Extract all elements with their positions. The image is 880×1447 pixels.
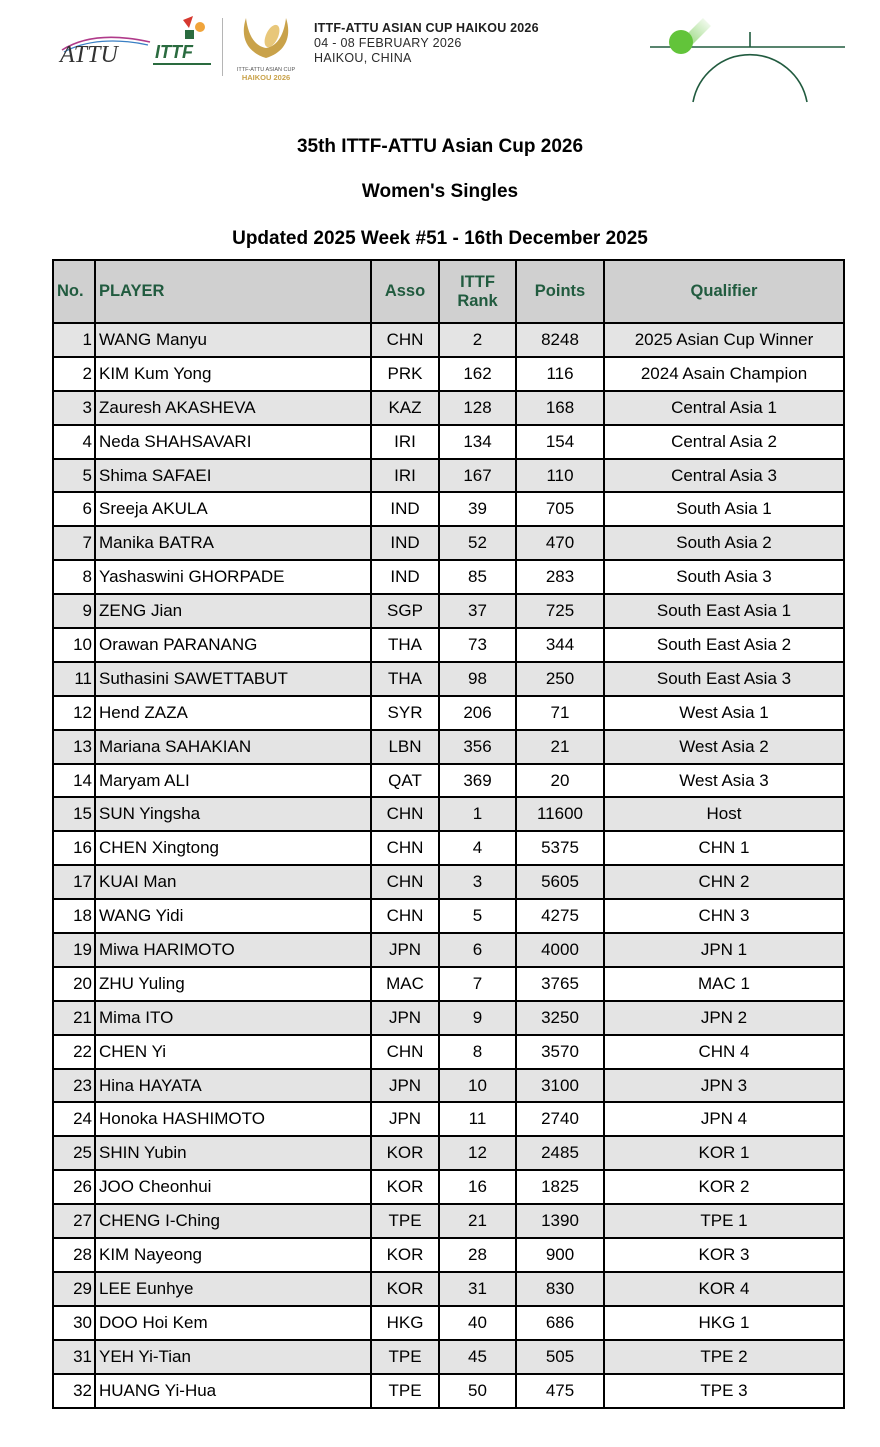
cell-points: 71: [516, 696, 604, 730]
cell-points: 110: [516, 459, 604, 493]
cell-player: Honoka HASHIMOTO: [95, 1102, 371, 1136]
cell-rank: 37: [439, 594, 516, 628]
updated-line: Updated 2025 Week #51 - 16th December 2025: [232, 228, 648, 249]
cell-qualifier: West Asia 2: [604, 730, 844, 764]
cell-no: 23: [53, 1069, 95, 1103]
cell-qualifier: CHN 2: [604, 865, 844, 899]
cell-qualifier: KOR 4: [604, 1272, 844, 1306]
cell-asso: CHN: [371, 865, 439, 899]
cell-points: 5605: [516, 865, 604, 899]
cell-player: ZHU Yuling: [95, 967, 371, 1001]
cell-rank: 6: [439, 933, 516, 967]
table-row: [53, 1204, 844, 1238]
players-table: [52, 259, 845, 1409]
cell-asso: SGP: [371, 594, 439, 628]
table-row: [53, 967, 844, 1001]
cell-asso: KOR: [371, 1170, 439, 1204]
cell-qualifier: Central Asia 2: [604, 425, 844, 459]
table-row: [53, 1035, 844, 1069]
logo-divider: [222, 18, 223, 76]
event-title: ITTF-ATTU ASIAN CUP HAIKOU 2026: [314, 21, 539, 35]
page-header: [0, 0, 880, 115]
table-tennis-decoration: [645, 12, 850, 104]
cell-rank: 7: [439, 967, 516, 1001]
cell-points: 1825: [516, 1170, 604, 1204]
cell-points: 344: [516, 628, 604, 662]
cell-asso: JPN: [371, 1102, 439, 1136]
cell-asso: JPN: [371, 933, 439, 967]
cell-no: 26: [53, 1170, 95, 1204]
column-header-rank: [439, 260, 516, 323]
cell-qualifier: KOR 1: [604, 1136, 844, 1170]
cell-no: 25: [53, 1136, 95, 1170]
cell-rank: 128: [439, 391, 516, 425]
column-header-points: Points: [516, 260, 604, 323]
cell-asso: LBN: [371, 730, 439, 764]
cell-player: Shima SAFAEI: [95, 459, 371, 493]
cell-player: HUANG Yi-Hua: [95, 1374, 371, 1408]
cell-no: 29: [53, 1272, 95, 1306]
cell-asso: TPE: [371, 1374, 439, 1408]
cell-asso: IRI: [371, 425, 439, 459]
attu-logo: [54, 28, 154, 68]
cell-qualifier: South Asia 3: [604, 560, 844, 594]
table-row: [53, 1170, 844, 1204]
cell-rank: 16: [439, 1170, 516, 1204]
cell-player: CHEN Yi: [95, 1035, 371, 1069]
cell-asso: CHN: [371, 323, 439, 357]
cell-rank: 10: [439, 1069, 516, 1103]
cell-player: LEE Eunhye: [95, 1272, 371, 1306]
cell-player: KUAI Man: [95, 865, 371, 899]
cell-player: CHENG I-Ching: [95, 1204, 371, 1238]
table-row: [53, 1340, 844, 1374]
cell-player: ZENG Jian: [95, 594, 371, 628]
cell-qualifier: JPN 1: [604, 933, 844, 967]
cell-player: Sreeja AKULA: [95, 492, 371, 526]
cell-qualifier: South East Asia 3: [604, 662, 844, 696]
cell-rank: 5: [439, 899, 516, 933]
cell-qualifier: KOR 2: [604, 1170, 844, 1204]
cell-player: SHIN Yubin: [95, 1136, 371, 1170]
cell-qualifier: TPE 3: [604, 1374, 844, 1408]
table-row: [53, 391, 844, 425]
attu-logo-text: ATTU: [60, 42, 118, 68]
table-row: [53, 526, 844, 560]
cell-rank: 3: [439, 865, 516, 899]
cell-rank: 2: [439, 323, 516, 357]
cell-no: 19: [53, 933, 95, 967]
cell-no: 16: [53, 831, 95, 865]
cell-rank: 45: [439, 1340, 516, 1374]
cell-points: 830: [516, 1272, 604, 1306]
cell-points: 3765: [516, 967, 604, 1001]
table-row: [53, 797, 844, 831]
cell-no: 8: [53, 560, 95, 594]
cell-player: JOO Cheonhui: [95, 1170, 371, 1204]
cell-qualifier: JPN 4: [604, 1102, 844, 1136]
cell-no: 5: [53, 459, 95, 493]
cell-asso: IND: [371, 560, 439, 594]
cell-points: 250: [516, 662, 604, 696]
cell-no: 18: [53, 899, 95, 933]
table-row: [53, 1374, 844, 1408]
cell-asso: JPN: [371, 1001, 439, 1035]
cell-asso: JPN: [371, 1069, 439, 1103]
cell-qualifier: TPE 1: [604, 1204, 844, 1238]
table-row: [53, 662, 844, 696]
ittf-logo-text: ITTF: [155, 42, 193, 62]
cell-points: 900: [516, 1238, 604, 1272]
rank-header-line2: Rank: [457, 291, 498, 310]
cell-no: 17: [53, 865, 95, 899]
cell-no: 9: [53, 594, 95, 628]
cell-qualifier: 2025 Asian Cup Winner: [604, 323, 844, 357]
cell-rank: 21: [439, 1204, 516, 1238]
cell-no: 7: [53, 526, 95, 560]
cell-qualifier: South East Asia 2: [604, 628, 844, 662]
cup-logo-city-text: HAIKOU 2026: [241, 73, 291, 82]
cell-qualifier: CHN 4: [604, 1035, 844, 1069]
event-subtitle: Women's Singles: [361, 181, 519, 202]
table-row: [53, 425, 844, 459]
cell-no: 6: [53, 492, 95, 526]
cell-no: 3: [53, 391, 95, 425]
cell-player: Hina HAYATA: [95, 1069, 371, 1103]
cell-no: 14: [53, 764, 95, 798]
cell-rank: 73: [439, 628, 516, 662]
cell-player: SUN Yingsha: [95, 797, 371, 831]
cell-asso: CHN: [371, 1035, 439, 1069]
cell-asso: CHN: [371, 899, 439, 933]
cell-asso: TPE: [371, 1204, 439, 1238]
cell-player: Yashaswini GHORPADE: [95, 560, 371, 594]
table-row: [53, 764, 844, 798]
table-row: [53, 628, 844, 662]
table-row: [53, 357, 844, 391]
column-header-asso: Asso: [371, 260, 439, 323]
cell-player: Hend ZAZA: [95, 696, 371, 730]
cell-player: Mariana SAHAKIAN: [95, 730, 371, 764]
cell-points: 154: [516, 425, 604, 459]
cell-no: 4: [53, 425, 95, 459]
cell-qualifier: West Asia 3: [604, 764, 844, 798]
cell-player: KIM Kum Yong: [95, 357, 371, 391]
table-row: [53, 1102, 844, 1136]
cell-points: 20: [516, 764, 604, 798]
table-row: [53, 933, 844, 967]
cell-player: Orawan PARANANG: [95, 628, 371, 662]
cell-asso: KOR: [371, 1272, 439, 1306]
table-row: [53, 492, 844, 526]
cell-qualifier: MAC 1: [604, 967, 844, 1001]
cell-player: Mima ITO: [95, 1001, 371, 1035]
cell-qualifier: West Asia 1: [604, 696, 844, 730]
table-row: [53, 1069, 844, 1103]
cell-points: 475: [516, 1374, 604, 1408]
table-row: [53, 560, 844, 594]
cell-asso: IRI: [371, 459, 439, 493]
cell-points: 505: [516, 1340, 604, 1374]
cell-points: 2485: [516, 1136, 604, 1170]
cell-qualifier: JPN 3: [604, 1069, 844, 1103]
cell-points: 3100: [516, 1069, 604, 1103]
cell-rank: 4: [439, 831, 516, 865]
table-header-row: [53, 260, 844, 323]
cell-points: 2740: [516, 1102, 604, 1136]
cell-points: 116: [516, 357, 604, 391]
cell-rank: 40: [439, 1306, 516, 1340]
cell-player: Suthasini SAWETTABUT: [95, 662, 371, 696]
cell-player: YEH Yi-Tian: [95, 1340, 371, 1374]
cell-qualifier: Host: [604, 797, 844, 831]
cell-qualifier: HKG 1: [604, 1306, 844, 1340]
cell-asso: IND: [371, 492, 439, 526]
cell-player: CHEN Xingtong: [95, 831, 371, 865]
cell-rank: 11: [439, 1102, 516, 1136]
cell-no: 1: [53, 323, 95, 357]
cell-no: 15: [53, 797, 95, 831]
cell-rank: 12: [439, 1136, 516, 1170]
cell-rank: 50: [439, 1374, 516, 1408]
cell-rank: 369: [439, 764, 516, 798]
cell-qualifier: CHN 1: [604, 831, 844, 865]
cell-qualifier: Central Asia 3: [604, 459, 844, 493]
table-row: [53, 1306, 844, 1340]
page-title: 35th ITTF-ATTU Asian Cup 2026: [296, 136, 584, 157]
cell-qualifier: 2024 Asain Champion: [604, 357, 844, 391]
cell-no: 12: [53, 696, 95, 730]
column-header-qualifier: Qualifier: [604, 260, 844, 323]
table-row: [53, 865, 844, 899]
cell-asso: CHN: [371, 797, 439, 831]
asian-cup-logo: [232, 14, 300, 84]
cell-asso: KOR: [371, 1238, 439, 1272]
rank-header-line1: ITTF: [460, 272, 495, 291]
cell-asso: SYR: [371, 696, 439, 730]
cell-asso: QAT: [371, 764, 439, 798]
cell-qualifier: South Asia 1: [604, 492, 844, 526]
cell-rank: 9: [439, 1001, 516, 1035]
cell-player: DOO Hoi Kem: [95, 1306, 371, 1340]
cell-rank: 167: [439, 459, 516, 493]
table-row: [53, 1001, 844, 1035]
cell-player: Manika BATRA: [95, 526, 371, 560]
cell-rank: 356: [439, 730, 516, 764]
cell-asso: MAC: [371, 967, 439, 1001]
cell-rank: 206: [439, 696, 516, 730]
cell-no: 28: [53, 1238, 95, 1272]
cell-qualifier: Central Asia 1: [604, 391, 844, 425]
cell-rank: 31: [439, 1272, 516, 1306]
cell-qualifier: CHN 3: [604, 899, 844, 933]
cell-points: 11600: [516, 797, 604, 831]
cell-asso: THA: [371, 662, 439, 696]
ball-icon: [669, 30, 693, 54]
cell-rank: 39: [439, 492, 516, 526]
cell-player: WANG Yidi: [95, 899, 371, 933]
cell-player: Zauresh AKASHEVA: [95, 391, 371, 425]
cell-no: 2: [53, 357, 95, 391]
table-row: [53, 1136, 844, 1170]
cell-player: Maryam ALI: [95, 764, 371, 798]
cell-points: 4000: [516, 933, 604, 967]
cell-rank: 28: [439, 1238, 516, 1272]
ittf-logo: [153, 14, 213, 70]
cell-player: Neda SHAHSAVARI: [95, 425, 371, 459]
cell-points: 283: [516, 560, 604, 594]
cell-qualifier: KOR 3: [604, 1238, 844, 1272]
cell-asso: THA: [371, 628, 439, 662]
cell-points: 686: [516, 1306, 604, 1340]
column-header-no: No.: [53, 260, 95, 323]
cell-points: 470: [516, 526, 604, 560]
cell-asso: HKG: [371, 1306, 439, 1340]
cell-player: WANG Manyu: [95, 323, 371, 357]
cell-no: 10: [53, 628, 95, 662]
cell-no: 11: [53, 662, 95, 696]
cell-no: 20: [53, 967, 95, 1001]
cell-asso: KAZ: [371, 391, 439, 425]
cell-points: 725: [516, 594, 604, 628]
event-location: HAIKOU, CHINA: [314, 51, 412, 65]
table-row: [53, 1238, 844, 1272]
table-row: [53, 594, 844, 628]
table-row: [53, 323, 844, 357]
cell-rank: 134: [439, 425, 516, 459]
cell-asso: PRK: [371, 357, 439, 391]
table-row: [53, 899, 844, 933]
cell-no: 13: [53, 730, 95, 764]
cup-logo-small-text: ITTF-ATTU ASIAN CUP: [236, 67, 296, 73]
table-row: [53, 730, 844, 764]
cell-no: 22: [53, 1035, 95, 1069]
cell-points: 1390: [516, 1204, 604, 1238]
cell-player: KIM Nayeong: [95, 1238, 371, 1272]
cell-qualifier: TPE 2: [604, 1340, 844, 1374]
cell-no: 30: [53, 1306, 95, 1340]
cell-rank: 85: [439, 560, 516, 594]
cell-rank: 162: [439, 357, 516, 391]
cell-rank: 52: [439, 526, 516, 560]
cell-asso: TPE: [371, 1340, 439, 1374]
cell-asso: CHN: [371, 831, 439, 865]
cell-rank: 98: [439, 662, 516, 696]
table-row: [53, 1272, 844, 1306]
cell-qualifier: South East Asia 1: [604, 594, 844, 628]
table-row: [53, 831, 844, 865]
cell-points: 705: [516, 492, 604, 526]
cell-qualifier: South Asia 2: [604, 526, 844, 560]
event-dates: 04 - 08 FEBRUARY 2026: [314, 36, 462, 50]
cell-no: 24: [53, 1102, 95, 1136]
table-body: [53, 323, 844, 1408]
cell-points: 21: [516, 730, 604, 764]
table-row: [53, 459, 844, 493]
cell-asso: KOR: [371, 1136, 439, 1170]
cell-qualifier: JPN 2: [604, 1001, 844, 1035]
event-info: [314, 21, 539, 65]
cell-points: 4275: [516, 899, 604, 933]
cell-points: 3250: [516, 1001, 604, 1035]
cell-no: 27: [53, 1204, 95, 1238]
cell-points: 8248: [516, 323, 604, 357]
cell-rank: 8: [439, 1035, 516, 1069]
cell-rank: 1: [439, 797, 516, 831]
cell-points: 168: [516, 391, 604, 425]
cell-no: 21: [53, 1001, 95, 1035]
cell-no: 32: [53, 1374, 95, 1408]
cell-no: 31: [53, 1340, 95, 1374]
cell-points: 5375: [516, 831, 604, 865]
cell-player: Miwa HARIMOTO: [95, 933, 371, 967]
cell-asso: IND: [371, 526, 439, 560]
cell-points: 3570: [516, 1035, 604, 1069]
column-header-player: PLAYER: [95, 260, 371, 323]
table-row: [53, 696, 844, 730]
